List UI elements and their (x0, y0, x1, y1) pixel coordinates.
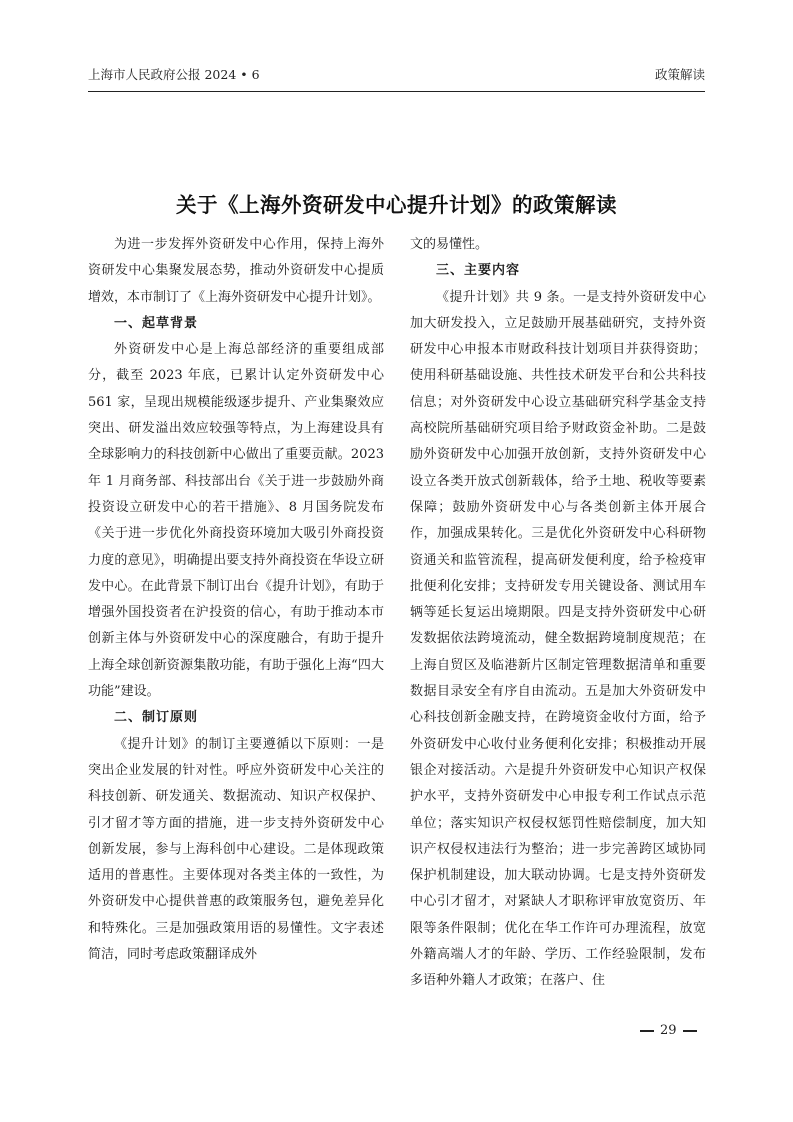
page-number-dash-right (683, 1030, 697, 1032)
section-heading-background: 一、起草背景 (114, 315, 199, 331)
left-column (88, 232, 384, 968)
right-column (410, 232, 706, 995)
principles-continuation: 文的易懂性。 (410, 237, 489, 252)
section-heading-content: 三、主要内容 (436, 263, 521, 279)
background-paragraph: 外资研发中心是上海总部经济的重要组成部分，截至 2023 年底，已累计认定外资研发中心 561 家，呈现出规模能级逐步提升、产业集聚效应突出、研发溢出效应较强等特点，为上海建设具有全球影响力的科技创新中心做出了重要贡献。2023 年 1 月商务部、科技部出台《关于进一步鼓励外商投资设立研发中心的若干措施》、8 月国务院发布《关于进一步优化外商投资环境加大吸引外商投资力度的意见》，明确提出要支持外商投资在华设立研发中心。在此背景下制订出台《提升计划》，有助于增强外国投资者在沪投资的信心，有助于推动本市创新主体与外资研发中心的深度融合，有助于提升上海全球创新资源集散功能，有助于强化上海“四大功能”建设。 (88, 342, 384, 700)
content-paragraph: 《提升计划》共 9 条。一是支持外资研发中心加大研发投入，立足鼓励开展基础研究，支持外资研发中心申报本市财政科技计划项目并获得资助；使用科研基础设施、共性技术研发平台和公共科技信息；对外资研发中心设立基础研究科学基金支持高校院所基础研究项目给予财政资金补助。二是鼓励外资研发中心加强开放创新，支持外资研发中心设立各类开放式创新载体，给予土地、税收等要素保障；鼓励外资研发中心与各类创新主体开展合作，加强成果转化。三是优化外资研发中心科研物资通关和监管流程，提高研发便利度，给予检疫审批便利化安排；支持研发专用关键设备、测试用车辆等延长复运出境期限。四是支持外资研发中心研发数据依法跨境流动，健全数据跨境制度规范；在上海自贸区及临港新片区制定管理数据清单和重要数据目录安全有序自由流动。五是加大外资研发中心科技创新金融支持，在跨境资金收付方面，给予外资研发中心收付业务便利化安排；积极推动开展银企对接活动。六是提升外资研发中心知识产权保护水平，支持外资研发中心申报专利工作试点示范单位；落实知识产权侵权惩罚性赔偿制度，加大知识产权侵权违法行为整治；进一步完善跨区域协同保护机制建设，加大联动协调。七是支持外资研发中心引才留才，对紧缺人才职称评审放宽资历、年限等条件限制；优化在华工作许可办理流程，放宽外籍高端人才的年龄、学历、工作经验限制，发布多语种外籍人才政策；在落户、住 (410, 289, 706, 989)
section-heading-principles: 二、制订原则 (114, 710, 199, 726)
principles-paragraph: 《提升计划》的制订主要遵循以下原则：一是突出企业发展的针对性。呼应外资研发中心关注的科技创新、研发通关、数据流动、知识产权保护、引才留才等方面的措施，进一步支持外资研发中心创新发展，参与上海科创中心建设。二是体现政策适用的普惠性。主要体现对各类主体的一致性，为外资研发中心提供普惠的政策服务包，避免差异化和特殊化。三是加强政策用语的易懂性。文字表述简洁，同时考虑政策翻译成外 (88, 736, 384, 963)
page-number-value: 29 (660, 1023, 677, 1038)
article-title: 关于《上海外资研发中心提升计划》的政策解读 (176, 192, 617, 217)
page-number-dash-left (640, 1030, 654, 1032)
page-number (634, 1021, 703, 1041)
intro-paragraph: 为进一步发挥外资研发中心作用，保持上海外资研发中心集聚发展态势，推动外资研发中心提质增效，本市制订了《上海外资研发中心提升计划》。 (88, 237, 384, 305)
header-rule (88, 91, 705, 92)
running-header (88, 66, 705, 92)
section-label: 政策解读 (654, 67, 705, 82)
publication-name: 上海市人民政府公报 2024 • 6 (88, 67, 260, 82)
